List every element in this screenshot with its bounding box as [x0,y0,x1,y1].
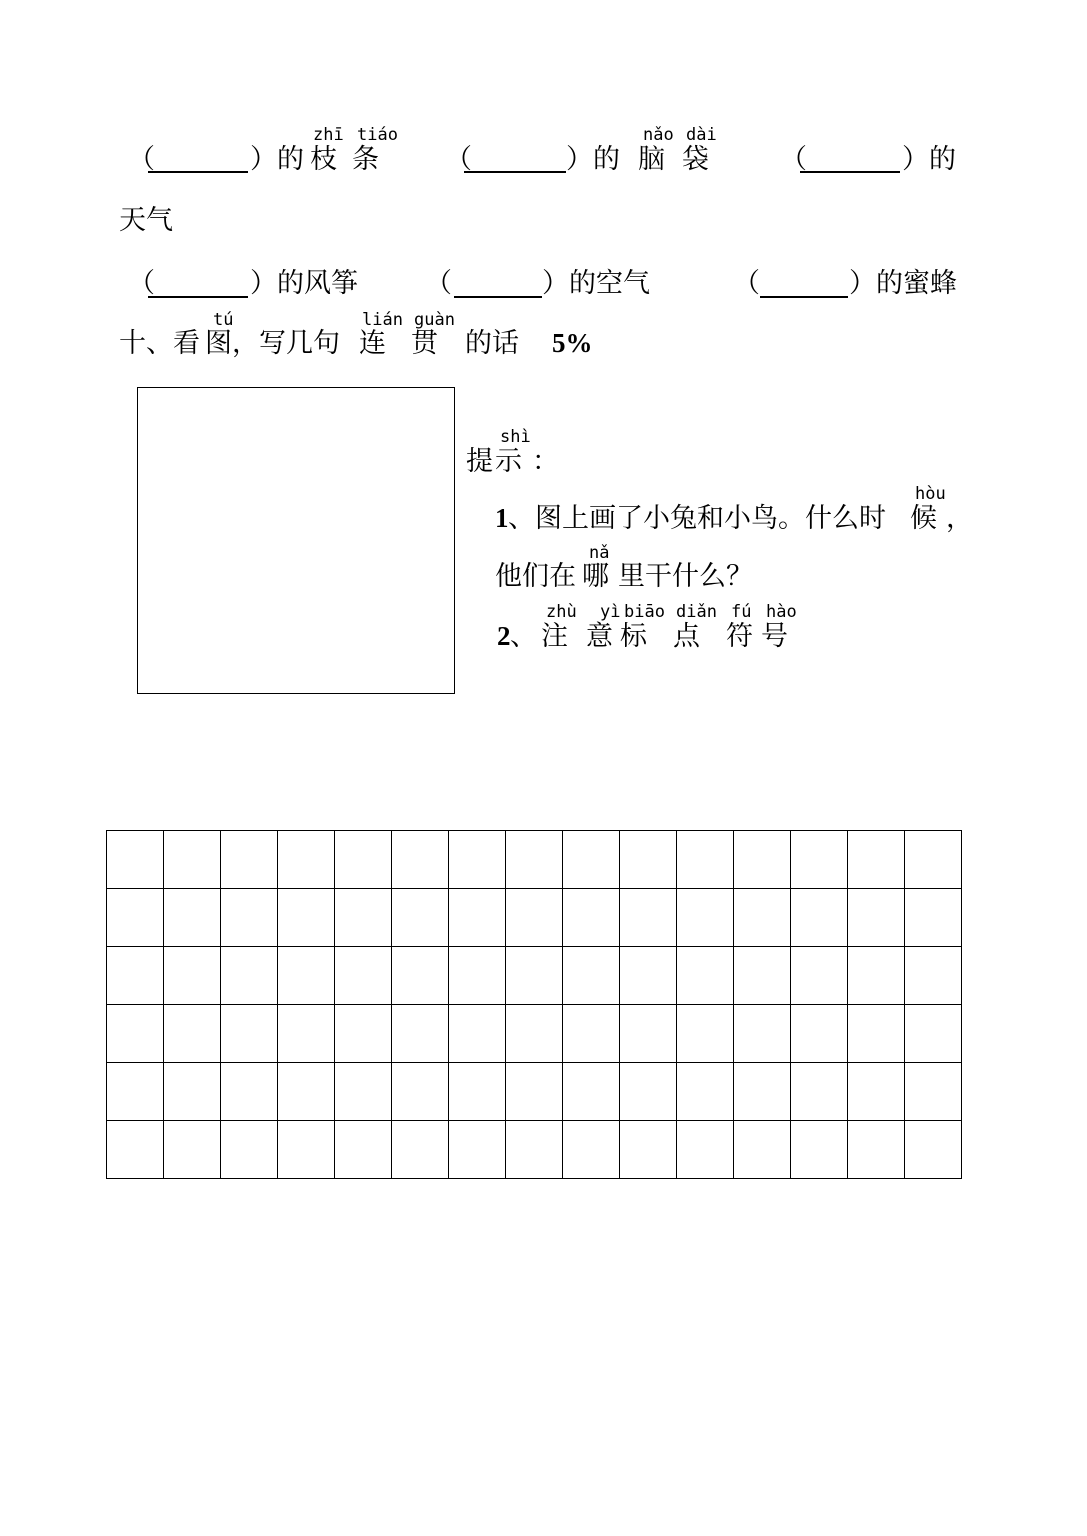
pinyin-shi: shì [500,427,531,447]
grid-cell[interactable] [506,1121,563,1179]
grid-cell[interactable] [620,831,677,889]
pinyin-lian: lián [362,310,403,330]
word-dai: 袋 [682,144,709,175]
word-tu: 图 [205,328,232,359]
grid-cell[interactable] [734,1121,791,1179]
phrase-mifeng: ）的蜜蜂 [849,268,957,299]
grid-cell[interactable] [392,831,449,889]
word-biao: 标 [620,621,647,652]
grid-cell[interactable] [278,1063,335,1121]
grid-cell[interactable] [107,1005,164,1063]
grid-cell[interactable] [221,1063,278,1121]
hint-title-ti: 提 [466,446,493,477]
paren-open-4: （ [128,268,155,299]
pinyin-biao: biāo [624,602,665,622]
word-tianqi: 天气 [119,205,173,236]
section-10-suffix: 的话 [465,328,519,359]
answer-blank-6[interactable] [760,296,848,298]
grid-cell[interactable] [620,947,677,1005]
phrase-kongqi: ）的空气 [542,268,650,299]
section-10-score: 5% [552,328,593,358]
grid-cell[interactable] [107,1063,164,1121]
grid-cell[interactable] [221,831,278,889]
grid-cell[interactable] [107,1121,164,1179]
grid-cell[interactable] [221,1121,278,1179]
grid-cell[interactable] [506,947,563,1005]
grid-row [107,889,962,947]
grid-cell[interactable] [335,831,392,889]
grid-cell[interactable] [449,1063,506,1121]
grid-cell[interactable] [734,1063,791,1121]
grid-cell[interactable] [449,1005,506,1063]
grid-cell[interactable] [734,1005,791,1063]
hint-title-shi: 示 [495,446,522,477]
hint-1-line2-b: 里干什么？ [618,561,753,592]
grid-cell[interactable] [506,1063,563,1121]
pinyin-zhi: zhī [313,125,344,145]
pinyin-nao: nǎo [643,125,674,145]
paren-close-1: ）的 [250,144,304,175]
grid-cell[interactable] [392,889,449,947]
grid-cell[interactable] [734,831,791,889]
grid-cell[interactable] [278,1121,335,1179]
pinyin-tu: tú [213,310,234,330]
paren-close-3: ）的 [902,144,956,175]
word-fu: 符 [726,621,753,652]
word-yi: 意 [586,621,613,652]
grid-cell[interactable] [164,947,221,1005]
grid-cell[interactable] [791,1121,848,1179]
grid-cell[interactable] [677,889,734,947]
grid-cell[interactable] [392,1005,449,1063]
pinyin-yi: yì [600,602,621,622]
grid-cell[interactable] [221,889,278,947]
pinyin-hou: hòu [915,484,946,504]
pinyin-zhu: zhù [546,602,577,622]
grid-cell[interactable] [392,1121,449,1179]
grid-cell[interactable] [791,1005,848,1063]
section-10-prefix: 十、看 [119,328,200,359]
picture-box [137,387,455,694]
paren-open-3: （ [780,144,807,175]
grid-cell[interactable] [164,1121,221,1179]
pinyin-tiao: tiáo [357,125,398,145]
grid-cell[interactable] [677,1121,734,1179]
paren-open-1: （ [128,144,155,175]
grid-cell[interactable] [677,1005,734,1063]
grid-cell[interactable] [278,889,335,947]
word-na: 哪 [582,561,609,592]
grid-cell[interactable] [620,1121,677,1179]
grid-cell[interactable] [677,831,734,889]
grid-cell[interactable] [392,947,449,1005]
word-dian: 点 [673,621,700,652]
grid-cell[interactable] [905,1005,962,1063]
grid-cell[interactable] [620,1063,677,1121]
paren-open-2: （ [445,144,472,175]
grid-cell[interactable] [335,1005,392,1063]
hint-1-text: 、图上画了小兔和小鸟。什么时 [508,503,886,534]
grid-cell[interactable] [848,1121,905,1179]
grid-cell[interactable] [335,889,392,947]
grid-cell[interactable] [278,947,335,1005]
grid-cell[interactable] [734,889,791,947]
grid-cell[interactable] [449,889,506,947]
grid-cell[interactable] [278,831,335,889]
grid-cell[interactable] [620,889,677,947]
grid-cell[interactable] [164,831,221,889]
hint-1-comma: ， [946,503,973,534]
grid-cell[interactable] [164,1063,221,1121]
grid-cell[interactable] [791,1063,848,1121]
grid-cell[interactable] [335,1063,392,1121]
pinyin-dai: dài [686,125,717,145]
grid-cell[interactable] [677,1063,734,1121]
word-lian: 连 [359,328,386,359]
grid-cell[interactable] [563,1005,620,1063]
grid-cell[interactable] [449,831,506,889]
grid-cell[interactable] [791,947,848,1005]
grid-cell[interactable] [563,1063,620,1121]
grid-cell[interactable] [563,889,620,947]
grid-row [107,831,962,889]
grid-cell[interactable] [734,947,791,1005]
grid-cell[interactable] [905,947,962,1005]
hint-title-colon: ： [532,446,559,477]
paren-close-2: ）的 [566,144,620,175]
grid-cell[interactable] [506,831,563,889]
word-guan: 贯 [411,328,438,359]
grid-cell[interactable] [221,1005,278,1063]
grid-cell[interactable] [905,831,962,889]
grid-cell[interactable] [506,1005,563,1063]
grid-cell[interactable] [278,1005,335,1063]
grid-cell[interactable] [848,1005,905,1063]
grid-cell[interactable] [563,947,620,1005]
grid-cell[interactable] [791,889,848,947]
phrase-fengzheng: ）的风筝 [250,268,358,299]
grid-cell[interactable] [563,1121,620,1179]
hint-2-sep: 、 [510,621,537,652]
word-zhi: 枝 [310,144,337,175]
grid-row [107,1063,962,1121]
grid-cell[interactable] [107,947,164,1005]
grid-cell[interactable] [620,1005,677,1063]
word-hou: 候 [910,503,937,534]
pinyin-hao: hào [766,602,797,622]
word-nao: 脑 [638,144,665,175]
writing-grid [106,830,962,1179]
answer-blank-1[interactable] [148,171,248,173]
pinyin-guan: guàn [414,310,455,330]
grid-cell[interactable] [848,831,905,889]
grid-cell[interactable] [848,1063,905,1121]
grid-row [107,1121,962,1179]
grid-cell[interactable] [905,889,962,947]
grid-cell[interactable] [563,831,620,889]
section-10-middle: ，写几句 [232,328,340,359]
grid-cell[interactable] [164,889,221,947]
grid-cell[interactable] [848,947,905,1005]
answer-blank-2[interactable] [464,171,566,173]
grid-cell[interactable] [791,831,848,889]
grid-cell[interactable] [164,1005,221,1063]
word-tiao: 条 [352,144,379,175]
grid-row [107,1005,962,1063]
grid-cell[interactable] [335,1121,392,1179]
answer-blank-4[interactable] [148,296,248,298]
grid-cell[interactable] [506,889,563,947]
grid-cell[interactable] [905,1121,962,1179]
grid-cell[interactable] [905,1063,962,1121]
pinyin-dian: diǎn [676,602,717,622]
grid-cell[interactable] [848,889,905,947]
hint-1-line2-a: 他们在 [495,561,576,592]
pinyin-fu: fú [731,602,752,622]
grid-cell[interactable] [335,947,392,1005]
grid-row [107,947,962,1005]
grid-cell[interactable] [107,831,164,889]
grid-cell[interactable] [677,947,734,1005]
word-zhu: 注 [541,621,568,652]
hint-2-number: 2 [497,621,511,651]
grid-cell[interactable] [107,889,164,947]
hint-1-number: 1 [495,503,509,533]
grid-cell[interactable] [221,947,278,1005]
answer-blank-3[interactable] [800,171,900,173]
paren-open-5: （ [425,268,452,299]
grid-cell[interactable] [449,1121,506,1179]
word-hao: 号 [761,621,788,652]
grid-cell[interactable] [392,1063,449,1121]
grid-cell[interactable] [449,947,506,1005]
pinyin-na: nǎ [589,543,610,563]
paren-open-6: （ [733,268,760,299]
answer-blank-5[interactable] [454,296,542,298]
